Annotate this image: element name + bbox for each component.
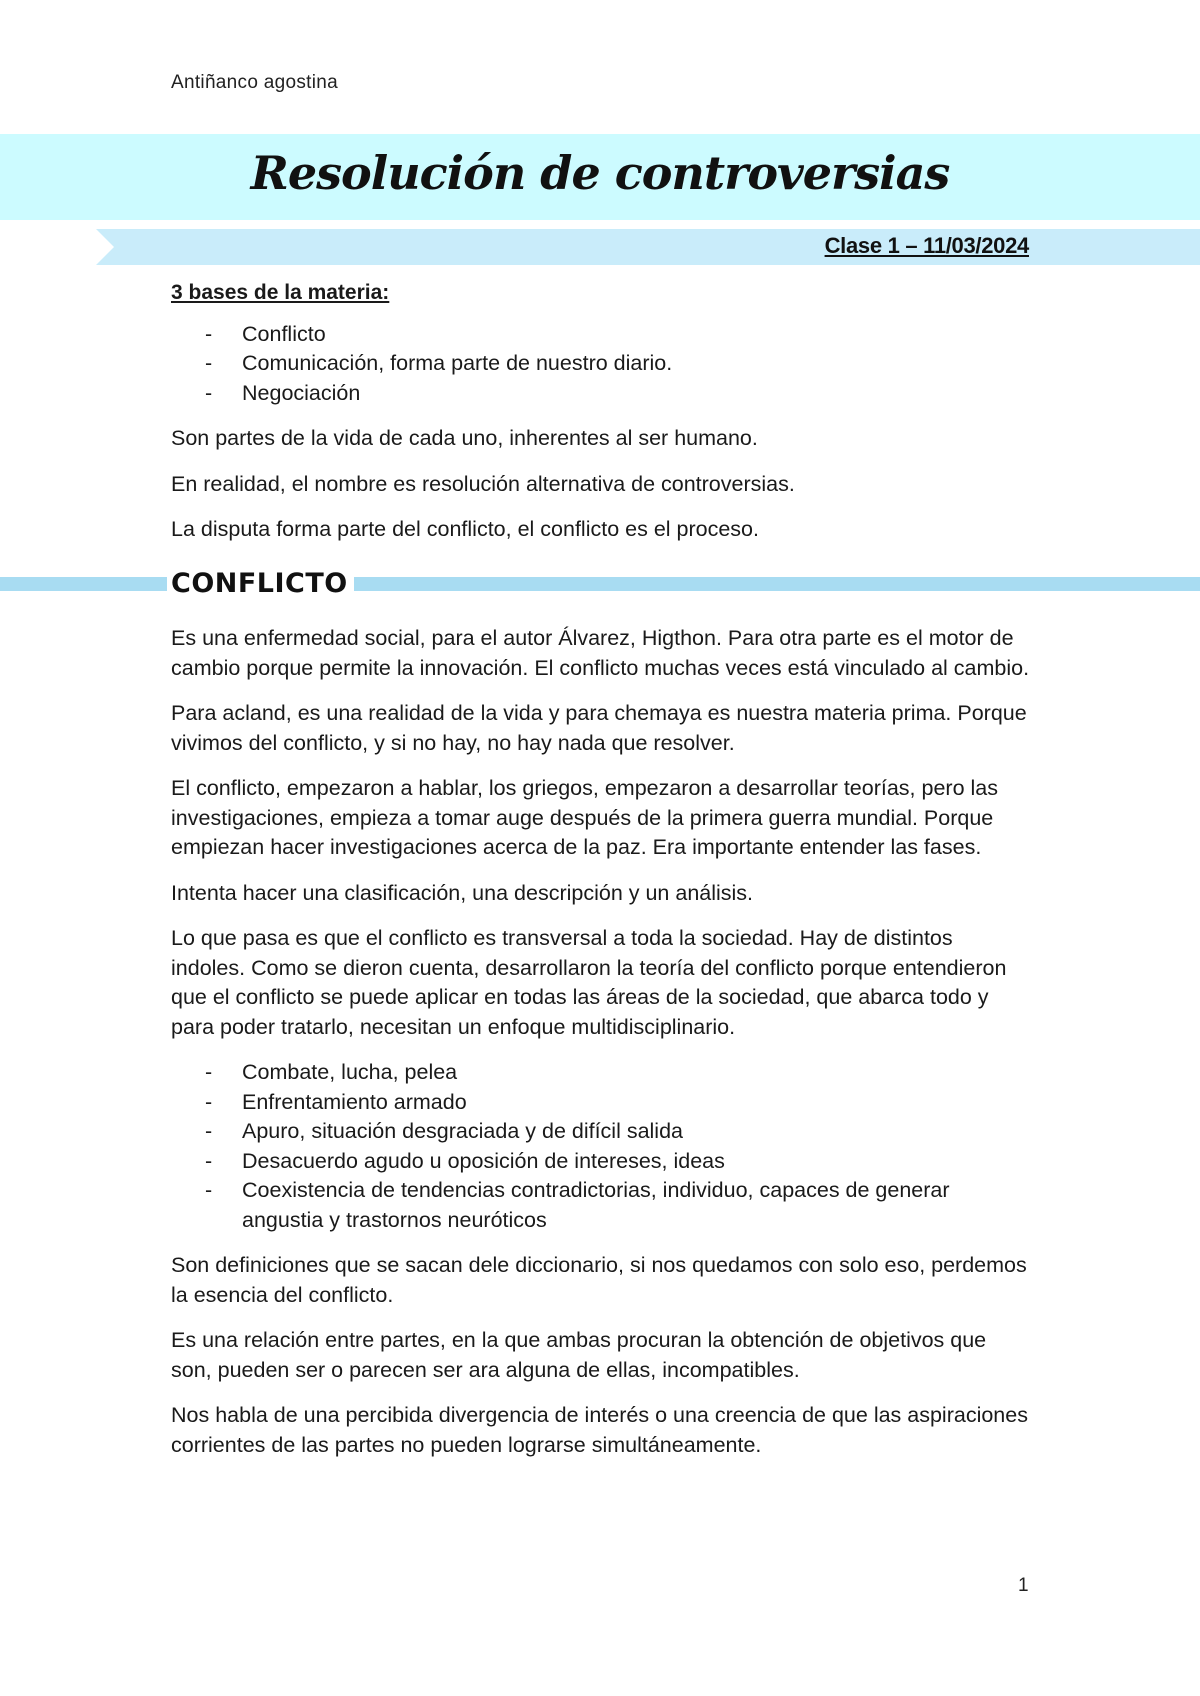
paragraph: Es una relación entre partes, en la que ambas procuran la obtención de objetivos que son, pueden ser o parecen ser ara alguna de ellas, incompatibles. — [171, 1328, 987, 1382]
paragraph: Son partes de la vida de cada uno, inherentes al ser humano. — [171, 426, 758, 450]
paragraph: Intenta hacer una clasificación, una descripción y un análisis. — [171, 880, 754, 905]
list-item: - Negociación — [171, 379, 1031, 409]
section-heading-conflicto: CONFLICTO — [167, 568, 354, 600]
paragraph: Lo que pasa es que el conflicto es transversal a toda la sociedad. Hay de distintos indoles. Como se dieron cuenta, desarrollaron la teoría del conflicto porque entendieron que el conflicto se puede aplicar en todas las áreas de la sociedad, que abarca todo y para poder tratarlo, necesitan un enfoque multidisciplinario. — [171, 926, 1007, 1039]
list-item: - Combate, lucha, pelea — [171, 1058, 1031, 1088]
list-item: - Coexistencia de tendencias contradictorias, individuo, capaces de generar angustia y trastornos neuróticos — [171, 1176, 1031, 1235]
intro-block — [171, 278, 1031, 561]
list-item: - Comunicación, forma parte de nuestro diario. — [171, 349, 1031, 379]
paragraph: En realidad, el nombre es resolución alternativa de controversias. — [171, 471, 795, 496]
list-item: - Apuro, situación desgraciada y de difícil salida — [171, 1117, 1031, 1147]
bases-subheading: 3 bases de la materia: — [171, 281, 390, 304]
list-item: - Enfrentamiento armado — [171, 1088, 1031, 1118]
page-number: 1 — [1018, 1575, 1029, 1596]
paragraph: Nos habla de una percibida divergencia de interés o una creencia de que las aspiraciones corrientes de las partes no pueden lograrse simultáneamente. — [171, 1403, 1028, 1457]
page-title: Resolución de controversias — [250, 146, 950, 200]
class-band — [96, 229, 1200, 265]
definitions-list — [171, 1058, 1031, 1235]
paragraph: Es una enfermedad social, para el autor Álvarez, Higthon. Para otra parte es el motor de cambio porque permite la innovación. El conflicto muchas veces está vinculado al cambio. — [171, 626, 1030, 680]
paragraph: Son definiciones que se sacan dele diccionario, si nos quedamos con solo eso, perdemos la esencia del conflicto. — [171, 1253, 1027, 1307]
author-name: Antiñanco agostina — [171, 72, 339, 93]
list-item: - Conflicto — [171, 320, 1031, 350]
bases-list — [171, 320, 1031, 409]
conflicto-block — [171, 624, 1031, 1476]
class-date-label: Clase 1 – 11/03/2024 — [824, 233, 1029, 258]
paragraph: Para acland, es una realidad de la vida y para chemaya es nuestra materia prima. Porque vivimos del conflicto, y si no hay, no hay nada que resolver. — [171, 701, 1027, 755]
list-item: - Desacuerdo agudo u oposición de intereses, ideas — [171, 1147, 1031, 1177]
paragraph: La disputa forma parte del conflicto, el conflicto es el proceso. — [171, 517, 759, 541]
paragraph: El conflicto, empezaron a hablar, los griegos, empezaron a desarrollar teorías, pero las investigaciones, empieza a tomar auge después de la primera guerra mundial. Porque empiezan hacer investigaciones acerca de la paz. Era importante entender las fases. — [171, 776, 998, 859]
